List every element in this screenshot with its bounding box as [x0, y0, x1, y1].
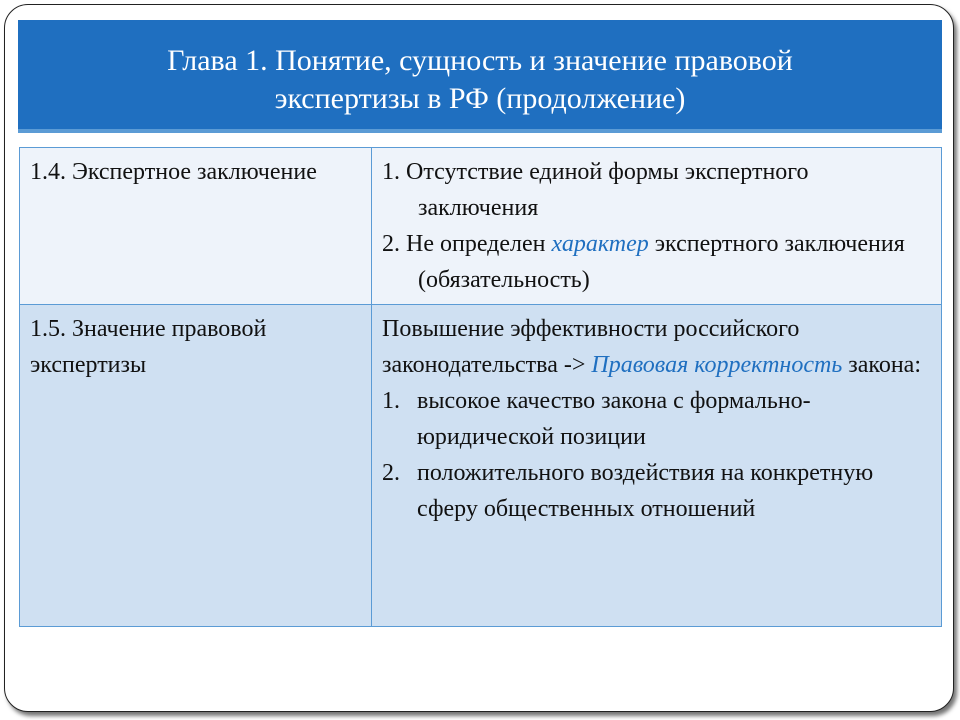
- numbered-list: [382, 383, 933, 527]
- slide-title: [18, 42, 942, 118]
- accent-text: характер: [551, 231, 649, 257]
- list-item-text: высокое качество закона с формально-юридической позиции: [417, 388, 811, 450]
- title-line-2: экспертизы в РФ (продолжение): [274, 82, 686, 115]
- list-item: 1. Отсутствие единой формы экспертного заключения: [382, 159, 809, 221]
- table-row: [20, 305, 942, 627]
- row-heading-1-4: 1.4. Экспертное заключение: [20, 148, 372, 305]
- item-text: экспертного заключения (обязательность): [418, 231, 905, 293]
- list-item: [382, 226, 933, 298]
- title-bar: [18, 20, 942, 133]
- list-item: [382, 383, 933, 455]
- list-item: [382, 455, 933, 527]
- row-content-1-5: [372, 305, 942, 627]
- accent-text: Правовая корректность: [591, 352, 843, 378]
- issues-list: [382, 154, 933, 298]
- intro-paragraph: [382, 311, 933, 383]
- title-line-1: Глава 1. Понятие, сущность и значение правовой: [167, 44, 793, 77]
- table-row: [20, 148, 942, 305]
- item-text: 2. Не определен: [382, 231, 552, 257]
- list-marker: 1.: [382, 388, 400, 414]
- intro-text: закона:: [842, 352, 921, 378]
- intro-text: Повышение эффективности российского законодательства ->: [382, 316, 800, 378]
- list-marker: 2.: [382, 460, 400, 486]
- row-content-1-4: [372, 148, 942, 305]
- row-heading-1-5: 1.5. Значение правовой экспертизы: [20, 305, 372, 627]
- content-table: [19, 147, 942, 627]
- list-item-text: положительного воздействия на конкретную сферу общественных отношений: [417, 460, 874, 522]
